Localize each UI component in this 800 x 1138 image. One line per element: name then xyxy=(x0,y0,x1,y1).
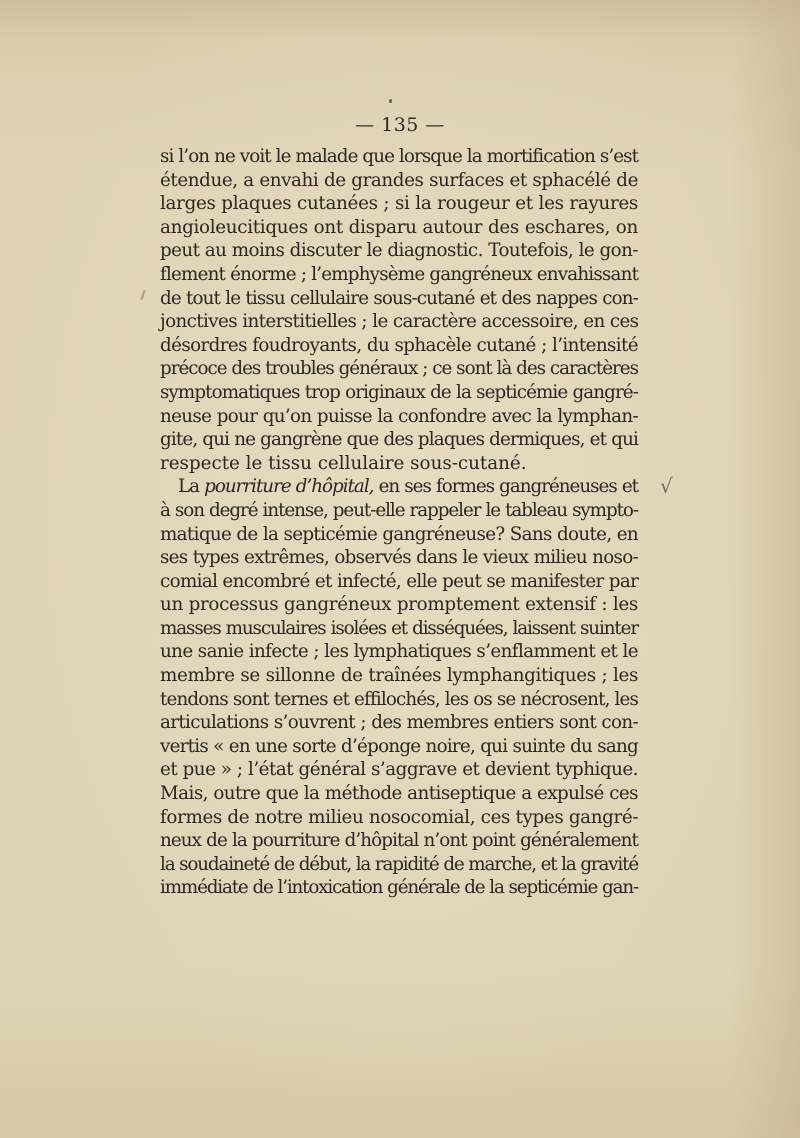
text-line: articulations s’ouvrent ; des membres entiers sont con- xyxy=(160,712,638,734)
text-line: tendons sont ternes et effilochés, les os se nécrosent, les xyxy=(160,688,638,710)
text-line: formes de notre milieu nosocomial, ces types gangré- xyxy=(160,806,639,828)
text-line: respecte le tissu cellulaire sous-cutané. xyxy=(160,452,527,474)
text-line: peut au moins discuter le diagnostic. Toutefois, le gon- xyxy=(160,240,638,262)
text-fragment: en ses formes gangréneuses et xyxy=(373,476,638,498)
text-line: gite, qui ne gangrène que des plaques dermiques, et qui xyxy=(160,429,638,451)
text-line: Mais, outre que la méthode antiseptique a expulsé ces xyxy=(160,783,638,805)
margin-check-mark: √ xyxy=(660,474,673,498)
text-line: précoce des troubles généraux ; ce sont là des caractères xyxy=(160,358,638,380)
body-text xyxy=(160,145,638,900)
page-edge-shadow-right xyxy=(730,0,800,1138)
text-line: membre se sillonne de traînées lymphangitiques ; les xyxy=(160,665,638,687)
italic-term: pourriture d’hôpital, xyxy=(204,476,374,498)
text-fragment: La xyxy=(178,476,205,498)
text-line: neuse pour qu’on puisse la confondre avec la lymphan- xyxy=(160,405,638,427)
text-line: désordres foudroyants, du sphacèle cutané ; l’intensité xyxy=(160,334,638,356)
paper-speck xyxy=(389,99,392,103)
text-line: à son degré intense, peut-elle rappeler le tableau sympto- xyxy=(160,499,638,521)
text-line: angioleucitiques ont disparu autour des eschares, on xyxy=(160,216,638,238)
text-line: comial encombré et infecté, elle peut se manifester par xyxy=(160,570,639,592)
text-line: larges plaques cutanées ; si la rougeur et les rayures xyxy=(160,193,638,215)
text-line: matique de la septicémie gangréneuse? Sans doute, en xyxy=(160,523,638,545)
text-line: la soudaineté de début, la rapidité de marche, et la gravité xyxy=(160,853,638,875)
text-line: de tout le tissu cellulaire sous-cutané et des nappes con- xyxy=(160,287,638,309)
page-number: — 135 — xyxy=(355,114,445,136)
text-line: et pue » ; l’état général s’aggrave et devient typhique. xyxy=(160,759,638,781)
page-edge-shadow-top xyxy=(0,0,800,40)
pencil-tick xyxy=(140,290,145,300)
text-line: si l’on ne voit le malade que lorsque la mortification s’est xyxy=(160,146,639,167)
text-line: jonctives interstitielles ; le caractère accessoire, en ces xyxy=(160,311,639,333)
text-line: ses types extrêmes, observés dans le vieux milieu noso- xyxy=(160,547,638,569)
text-line: immédiate de l’intoxication générale de la septicémie gan- xyxy=(160,877,638,899)
text-line: un processus gangréneux promptement extensif : les xyxy=(160,594,638,616)
text-line: masses musculaires isolées et disséquées, laissent suinter xyxy=(160,617,638,639)
text-line: vertis « en une sorte d’éponge noire, qui suinte du sang xyxy=(160,735,638,757)
text-line: étendue, a envahi de grandes surfaces et sphacélé de xyxy=(160,169,638,191)
paragraph-opening-line xyxy=(160,475,638,499)
text-line: symptomatiques trop originaux de la septicémie gangré- xyxy=(160,381,638,403)
text-line: flement énorme ; l’emphysème gangréneux envahissant xyxy=(160,263,639,285)
text-line: une sanie infecte ; les lymphatiques s’enflamment et le xyxy=(160,641,638,663)
text-line: neux de la pourriture d’hôpital n’ont point généralement xyxy=(160,830,638,852)
